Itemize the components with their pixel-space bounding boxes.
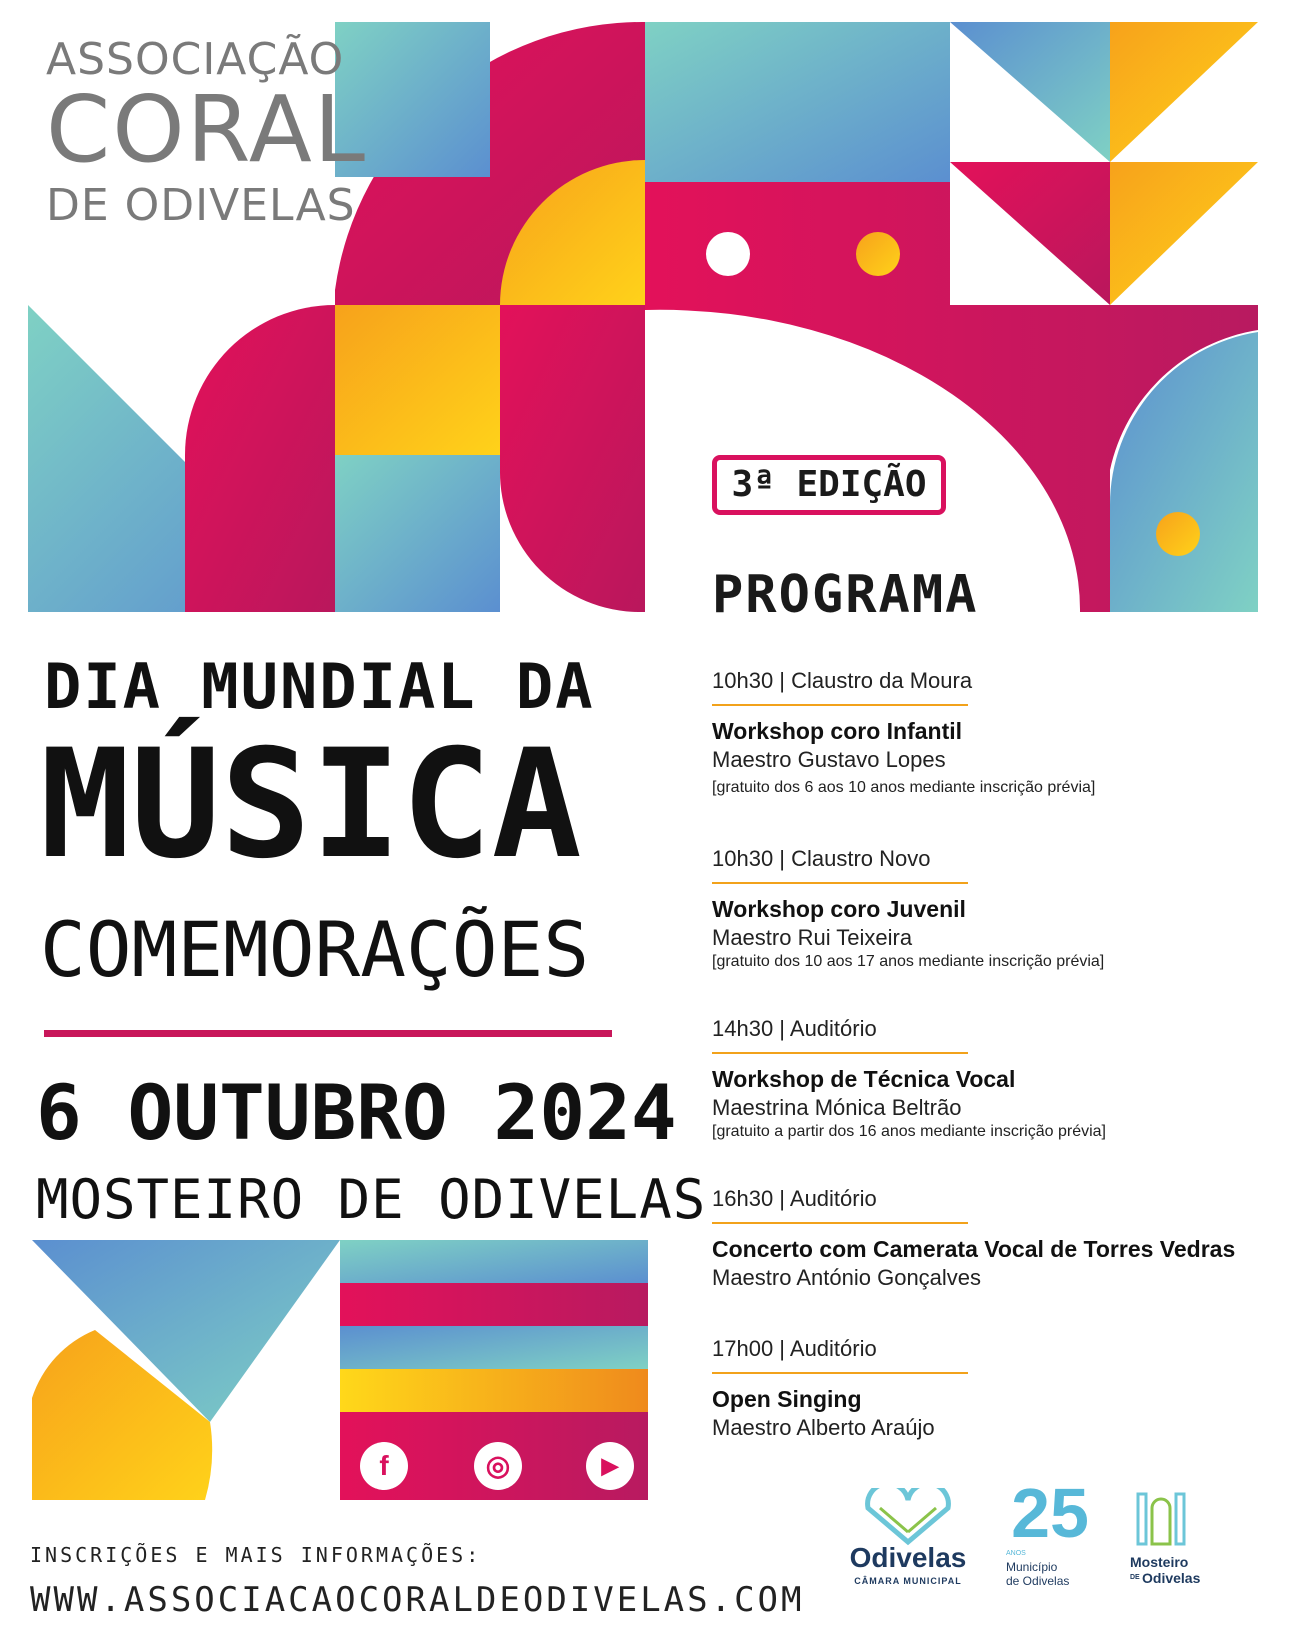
website-link[interactable]: WWW.ASSOCIACAOCORALDEODIVELAS.COM: [30, 1580, 805, 1620]
event-title: Workshop coro Infantil: [712, 718, 963, 744]
event-note: [gratuito a partir dos 16 anos mediante inscrição prévia]: [712, 1123, 1106, 1140]
event-time: 10h30 | Claustro Novo: [712, 846, 931, 871]
headline-line1: DIA MUNDIAL DA: [44, 650, 595, 723]
event-item-1: [712, 668, 1292, 797]
shape-arch-left: [185, 305, 335, 612]
dot-white: [706, 232, 750, 276]
facebook-icon[interactable]: f: [360, 1442, 408, 1490]
event-divider: [712, 1372, 968, 1374]
headline-line3: COMEMORAÇÕES: [40, 905, 590, 994]
event-item-3: [712, 1016, 1292, 1141]
headline-divider: [44, 1030, 612, 1037]
event-time: 16h30 | Auditório: [712, 1186, 877, 1211]
mosteiro-de: DE: [1130, 1574, 1140, 1581]
stripe-teal-1: [340, 1240, 648, 1283]
org-line1: ASSOCIAÇÃO: [46, 34, 345, 85]
event-title: Workshop de Técnica Vocal: [712, 1066, 1016, 1092]
event-venue: MOSTEIRO DE ODIVELAS: [36, 1168, 707, 1231]
youtube-icon[interactable]: ▶: [586, 1442, 634, 1490]
org-line3: DE ODIVELAS: [46, 180, 356, 231]
odivelas-heart-icon: [858, 1488, 958, 1546]
headline-line2: MÚSICA: [40, 718, 582, 892]
program-title: PROGRAMA: [712, 565, 979, 625]
event-divider: [712, 704, 968, 706]
event-item-4: [712, 1186, 1292, 1291]
event-time: 17h00 | Auditório: [712, 1336, 877, 1361]
stripe-teal-2: [340, 1326, 648, 1369]
event-divider: [712, 1222, 968, 1224]
edition-badge: 3ª EDIÇÃO: [712, 455, 946, 515]
anos-25-number: 25: [1011, 1474, 1089, 1552]
mosteiro-line1: Mosteiro: [1130, 1554, 1189, 1570]
shape-triangle-blue: [950, 22, 1110, 162]
anos-line2: de Odivelas: [1006, 1574, 1070, 1588]
event-divider: [712, 882, 968, 884]
instagram-icon[interactable]: ◎: [474, 1442, 522, 1490]
event-note: [gratuito dos 10 aos 17 anos mediante inscrição prévia]: [712, 953, 1105, 970]
event-leader: Maestro Gustavo Lopes: [712, 747, 946, 772]
event-title: Open Singing: [712, 1386, 862, 1412]
event-item-2: [712, 846, 1292, 971]
dot-yellow: [856, 232, 900, 276]
shape-curve-magenta-lower: [500, 305, 645, 612]
stripe-yellow: [340, 1369, 648, 1412]
info-label: INSCRIÇÕES E MAIS INFORMAÇÕES:: [30, 1543, 482, 1567]
event-date: 6 OUTUBRO 2024: [36, 1068, 677, 1157]
stripe-magenta-1: [340, 1283, 648, 1326]
anos-label: ANOS: [1006, 1550, 1026, 1557]
shape-triangle-yellow-top: [1110, 22, 1258, 162]
event-leader: Maestro Rui Teixeira: [712, 925, 913, 950]
event-title: Workshop coro Juvenil: [712, 896, 966, 922]
mosteiro-line2: Odivelas: [1142, 1570, 1201, 1586]
event-time: 10h30 | Claustro da Moura: [712, 668, 973, 693]
shape-triangle-yellow-bottom: [1110, 162, 1258, 305]
event-leader: Maestro Alberto Araújo: [712, 1415, 935, 1440]
org-line2: CORAL: [46, 76, 368, 183]
event-note: [gratuito dos 6 aos 10 anos mediante inscrição prévia]: [712, 779, 1096, 796]
event-leader: Maestro António Gonçalves: [712, 1265, 982, 1290]
event-divider: [712, 1052, 968, 1054]
shape-band-teal: [645, 22, 950, 182]
shape-square-teal-lower: [335, 455, 500, 612]
odivelas-logo-title: Odivelas: [849, 1542, 967, 1573]
event-leader: Maestrina Mónica Beltrão: [712, 1095, 962, 1120]
mosteiro-building-icon: [1134, 1488, 1188, 1548]
event-time: 14h30 | Auditório: [712, 1016, 877, 1041]
anos-line1: Município: [1006, 1560, 1058, 1574]
odivelas-logo-sub: CÂMARA MUNICIPAL: [854, 1576, 962, 1586]
shape-triangle-magenta: [950, 162, 1110, 305]
shape-square-yellow: [335, 305, 500, 455]
dot-yellow-right: [1156, 512, 1200, 556]
event-title: Concerto com Camerata Vocal de Torres Vedras: [712, 1236, 1236, 1262]
event-item-5: [712, 1336, 1292, 1441]
